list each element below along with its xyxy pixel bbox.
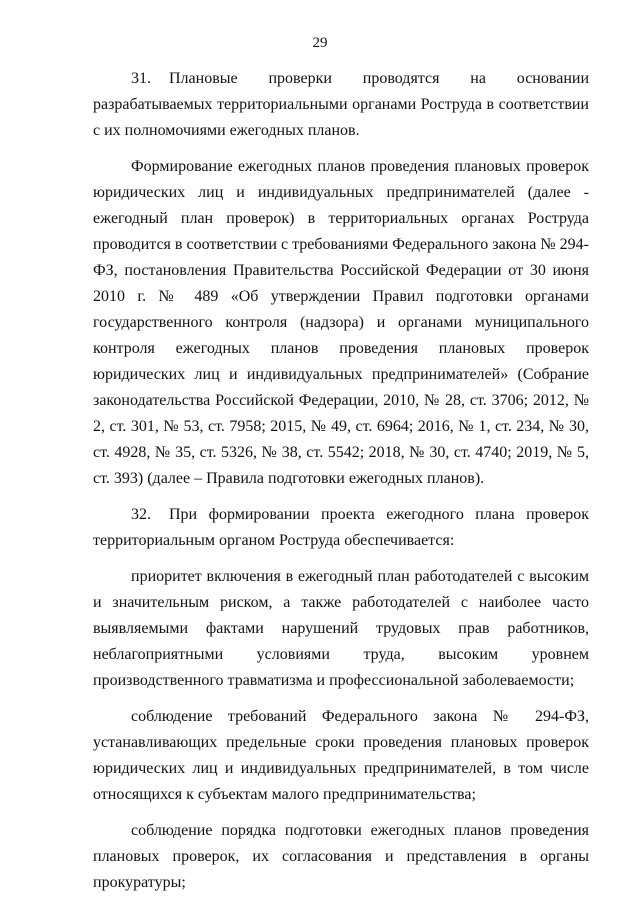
paragraph-compliance-deadlines (93, 704, 589, 808)
paragraph-text: соблюдение требований Федерального закона № 294-ФЗ, устанавливающих предельные сроки проведения плановых проверок юридических лиц и индивидуальных предпринимателей, в том числе относящихся к субъектам малого предпринимательства; (93, 708, 589, 803)
clause-number-32: 32. (131, 506, 151, 523)
paragraph-text: Плановые проверки проводятся на основании разрабатываемых территориальными органами Роструда в соответствии с их полномочиями ежегодных планов. (93, 70, 589, 139)
paragraph-text: При формировании проекта ежегодного плана проверок территориальным органом Роструда обеспечивается: (93, 506, 589, 549)
paragraph-compliance-procedure (93, 818, 589, 896)
paragraph-32 (93, 502, 589, 554)
clause-number-31: 31. (131, 70, 151, 87)
paragraph-text: соблюдение порядка подготовки ежегодных планов проведения плановых проверок, их согласования и представления в органы прокуратуры; (93, 822, 589, 891)
document-body (93, 66, 589, 906)
paragraph-31 (93, 66, 589, 144)
paragraph-text: Формирование ежегодных планов проведения плановых проверок юридических лиц и индивидуальных предпринимателей (далее - ежегодный план проверок) в территориальных органах Роструда проводится в соответствии с требованиями Федерального закона № 294-ФЗ, постановления Правительства Российской Федерации от 30 июня 2010 г. № 489 «Об утверждении Правил подготовки органами государственного контроля (надзора) и органами муниципального контроля ежегодных планов проведения плановых проверок юридических лиц и индивидуальных предпринимателей» (Собрание законодательства Российской Федерации, 2010, № 28, ст. 3706; 2012, № 2, ст. 301, № 53, ст. 7958; 2015, № 49, ст. 6964; 2016, № 1, ст. 234, № 30, ст. 4928, № 35, ст. 5326, № 38, ст. 5542; 2018, № 30, ст. 4740; 2019, № 5, ст. 393) (далее – Правила подготовки ежегодных планов). (93, 158, 589, 487)
paragraph-text: приоритет включения в ежегодный план работодателей с высоким и значительным риском, а также работодателей с наиболее часто выявляемыми фактами нарушений трудовых прав работников, неблагоприятными условиями труда, высоким уровнем производственного травматизма и профессиональной заболеваемости; (93, 568, 589, 689)
page-number: 29 (312, 35, 328, 51)
paragraph-priority (93, 564, 589, 694)
paragraph-plan-formation (93, 154, 589, 492)
